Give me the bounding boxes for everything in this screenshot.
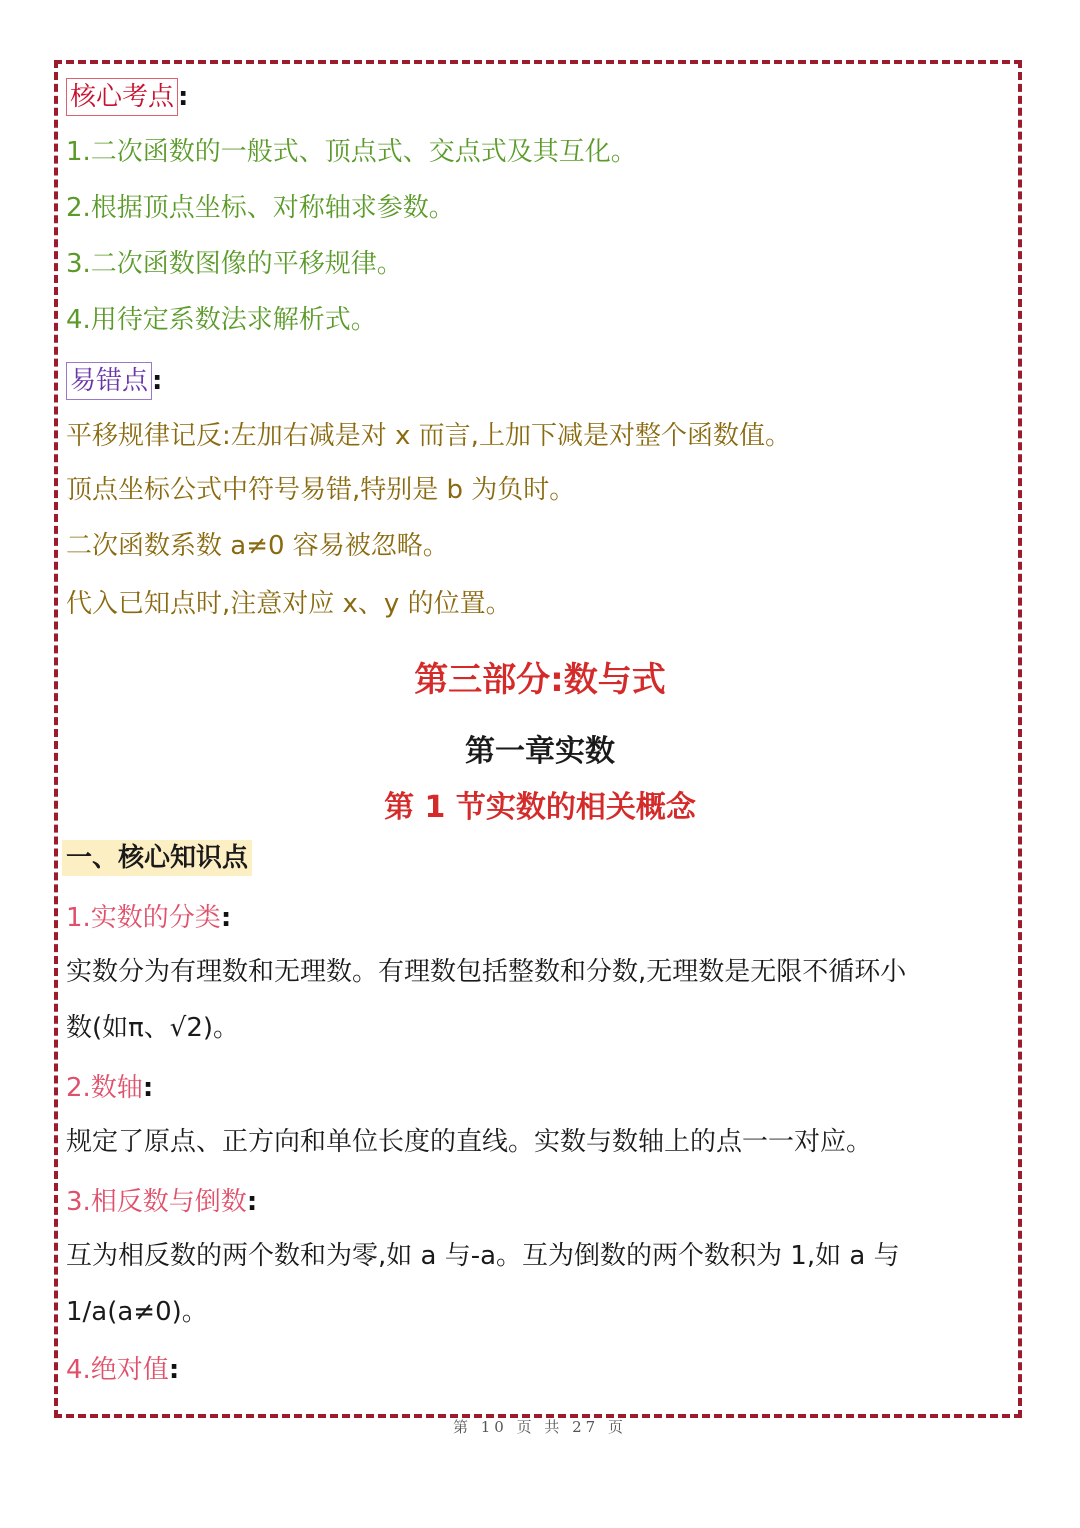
mistake-1: 平移规律记反:左加右减是对 x 而言,上加下减是对整个函数值。: [66, 421, 791, 451]
knowledge-4-title-row: [66, 1352, 179, 1388]
knowledge-2-line-1: 规定了原点、正方向和单位长度的直线。实数与数轴上的点一一对应。: [66, 1127, 873, 1157]
knowledge-1-colon: :: [220, 903, 232, 933]
mistake-3: 二次函数系数 a≠0 容易被忽略。: [66, 531, 449, 561]
part-title: 第三部分:数与式: [414, 660, 666, 700]
knowledge-3-colon: :: [246, 1187, 258, 1217]
knowledge-4-title: 4.绝对值: [66, 1355, 169, 1385]
knowledge-3-title: 3.相反数与倒数: [66, 1187, 247, 1217]
core-points-header: [66, 78, 188, 116]
knowledge-heading-row: [62, 840, 252, 876]
mistakes-colon: :: [152, 366, 163, 396]
page-footer: 第 10 页 共 27 页: [452, 1418, 627, 1436]
knowledge-3-title-row: [66, 1184, 257, 1220]
knowledge-1-title-row: [66, 900, 231, 936]
core-point-2: 2.根据顶点坐标、对称轴求参数。: [66, 193, 455, 223]
knowledge-2-title-row: [66, 1070, 153, 1106]
knowledge-heading: 一、核心知识点: [62, 840, 252, 876]
core-points-colon: :: [178, 82, 189, 112]
knowledge-4-colon: :: [168, 1355, 180, 1385]
core-point-4: 4.用待定系数法求解析式。: [66, 305, 377, 335]
mistake-2: 顶点坐标公式中符号易错,特别是 b 为负时。: [66, 475, 576, 505]
knowledge-1-title: 1.实数的分类: [66, 903, 221, 933]
knowledge-3-line-2: 1/a(a≠0)。: [66, 1297, 208, 1327]
knowledge-1-line-1: 实数分为有理数和无理数。有理数包括整数和分数,无理数是无限不循环小: [66, 957, 907, 987]
knowledge-2-title: 2.数轴: [66, 1073, 143, 1103]
core-points-label: 核心考点: [66, 78, 178, 116]
section-title: 第 1 节实数的相关概念: [384, 790, 696, 825]
knowledge-2-colon: :: [142, 1073, 154, 1103]
knowledge-3-line-1: 互为相反数的两个数和为零,如 a 与-a。互为倒数的两个数积为 1,如 a 与: [66, 1241, 900, 1271]
chapter-title: 第一章实数: [465, 734, 615, 769]
core-point-3: 3.二次函数图像的平移规律。: [66, 249, 403, 279]
mistakes-header: [66, 362, 162, 400]
mistake-4: 代入已知点时,注意对应 x、y 的位置。: [66, 589, 512, 619]
knowledge-1-line-2: 数(如π、√2)。: [66, 1013, 240, 1043]
core-point-1: 1.二次函数的一般式、顶点式、交点式及其互化。: [66, 137, 637, 167]
mistakes-label: 易错点: [66, 362, 152, 400]
